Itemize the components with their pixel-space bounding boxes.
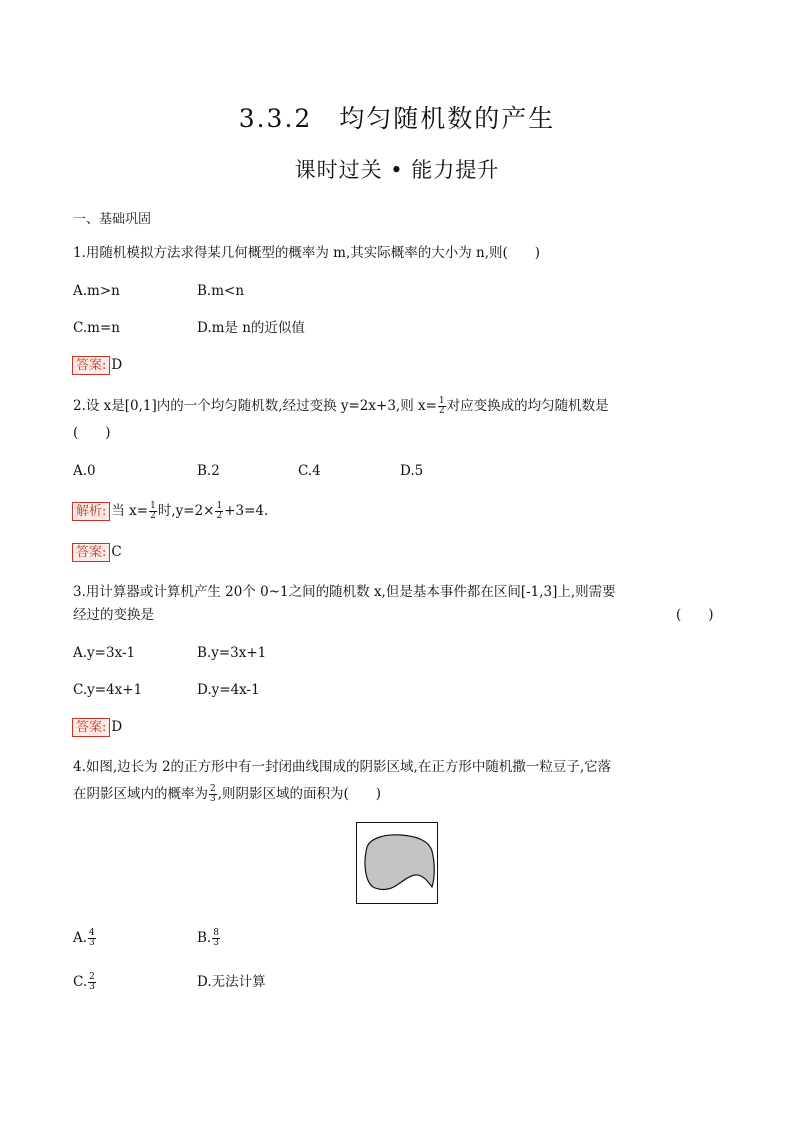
option-letter: B. xyxy=(197,930,212,946)
question-3-option-d: D.y=4x-1 xyxy=(197,682,260,698)
analysis-text: 当 x= xyxy=(111,503,149,519)
fraction xyxy=(438,397,446,416)
analysis-tag: 解析: xyxy=(72,502,110,521)
question-1-answer xyxy=(72,355,122,375)
fraction xyxy=(88,929,96,948)
question-2-answer xyxy=(72,542,122,562)
square-figure xyxy=(356,822,438,904)
option-letter: A. xyxy=(73,930,88,946)
question-1-option-d: D.m是 n的近似值 xyxy=(197,320,305,336)
numerator: 2 xyxy=(210,784,216,794)
page-subtitle: 课时过关 • 能力提升 xyxy=(294,158,500,182)
stem-text: 对应变换成的均匀随机数是 xyxy=(446,398,609,414)
question-1-option-b: B.m<n xyxy=(197,283,245,299)
question-2-stem-line2: ( ) xyxy=(73,425,111,441)
denominator: 2 xyxy=(150,511,156,521)
question-3-option-a: A.y=3x-1 xyxy=(73,645,136,661)
denominator: 2 xyxy=(438,406,445,416)
question-4-stem-line2 xyxy=(73,784,381,804)
analysis-text: 时,y=2× xyxy=(157,503,215,519)
denominator: 3 xyxy=(210,794,216,804)
answer-tag: 答案: xyxy=(72,718,110,737)
answer-value: D xyxy=(111,719,123,735)
question-4-option-a xyxy=(73,928,97,948)
option-letter: C. xyxy=(73,974,88,990)
stem-text: 2.设 x是[0,1]内的一个均匀随机数,经过变换 y=2x+3,则 x= xyxy=(73,398,437,414)
question-4-option-b xyxy=(197,928,221,948)
fraction xyxy=(212,929,220,948)
answer-value: D xyxy=(111,357,123,373)
question-4-option-d xyxy=(197,972,266,992)
question-3-option-b: B.y=3x+1 xyxy=(197,645,267,661)
option-text: 无法计算 xyxy=(211,974,266,990)
question-3-answer xyxy=(72,717,122,737)
question-2-analysis xyxy=(72,501,268,521)
fraction xyxy=(215,502,223,521)
numerator: 4 xyxy=(89,928,95,938)
question-2-option-b: B.2 xyxy=(197,463,220,479)
question-1-option-a: A.m>n xyxy=(73,283,120,299)
fraction xyxy=(88,973,96,992)
question-2-option-d: D.5 xyxy=(400,463,424,479)
numerator: 2 xyxy=(89,972,95,982)
denominator: 3 xyxy=(213,938,219,948)
page-title: 3.3.2 均匀随机数的产生 xyxy=(238,104,556,133)
answer-value: C xyxy=(111,544,122,560)
numerator: 1 xyxy=(150,501,156,511)
fraction xyxy=(209,785,217,804)
denominator: 3 xyxy=(89,938,95,948)
option-letter: D. xyxy=(197,974,212,990)
question-2-option-c: C.4 xyxy=(298,463,321,479)
question-3-stem-line2: 经过的变换是 xyxy=(73,607,154,623)
numerator: 1 xyxy=(438,396,445,406)
answer-tag: 答案: xyxy=(72,356,110,375)
question-3-paren: ( ) xyxy=(676,607,714,623)
stem-text: ,则阴影区域的面积为( ) xyxy=(217,786,382,802)
question-1-stem: 1.用随机模拟方法求得某几何概型的概率为 m,其实际概率的大小为 n,则( ) xyxy=(73,245,541,261)
numerator: 1 xyxy=(216,501,223,511)
denominator: 2 xyxy=(216,511,223,521)
shaded-region-icon xyxy=(357,823,437,903)
question-2-option-a: A.0 xyxy=(73,463,96,479)
question-3-stem: 3.用计算器或计算机产生 20个 0~1之间的随机数 x,但是基本事件都在区间[-1,3]上,则需要 xyxy=(73,584,616,600)
numerator: 8 xyxy=(213,928,219,938)
question-3-option-c: C.y=4x+1 xyxy=(73,682,143,698)
question-4-stem: 4.如图,边长为 2的正方形中有一封闭曲线围成的阴影区域,在正方形中随机撒一粒豆子,它落 xyxy=(73,759,612,775)
section-heading: 一、基础巩固 xyxy=(73,212,152,227)
denominator: 3 xyxy=(89,982,95,992)
question-4-option-c xyxy=(73,972,97,992)
question-1-option-c: C.m=n xyxy=(73,320,120,336)
fraction xyxy=(149,502,157,521)
answer-tag: 答案: xyxy=(72,543,110,562)
analysis-text: +3=4. xyxy=(224,503,269,519)
stem-text: 在阴影区域内的概率为 xyxy=(73,786,208,802)
question-2-stem xyxy=(73,396,609,416)
